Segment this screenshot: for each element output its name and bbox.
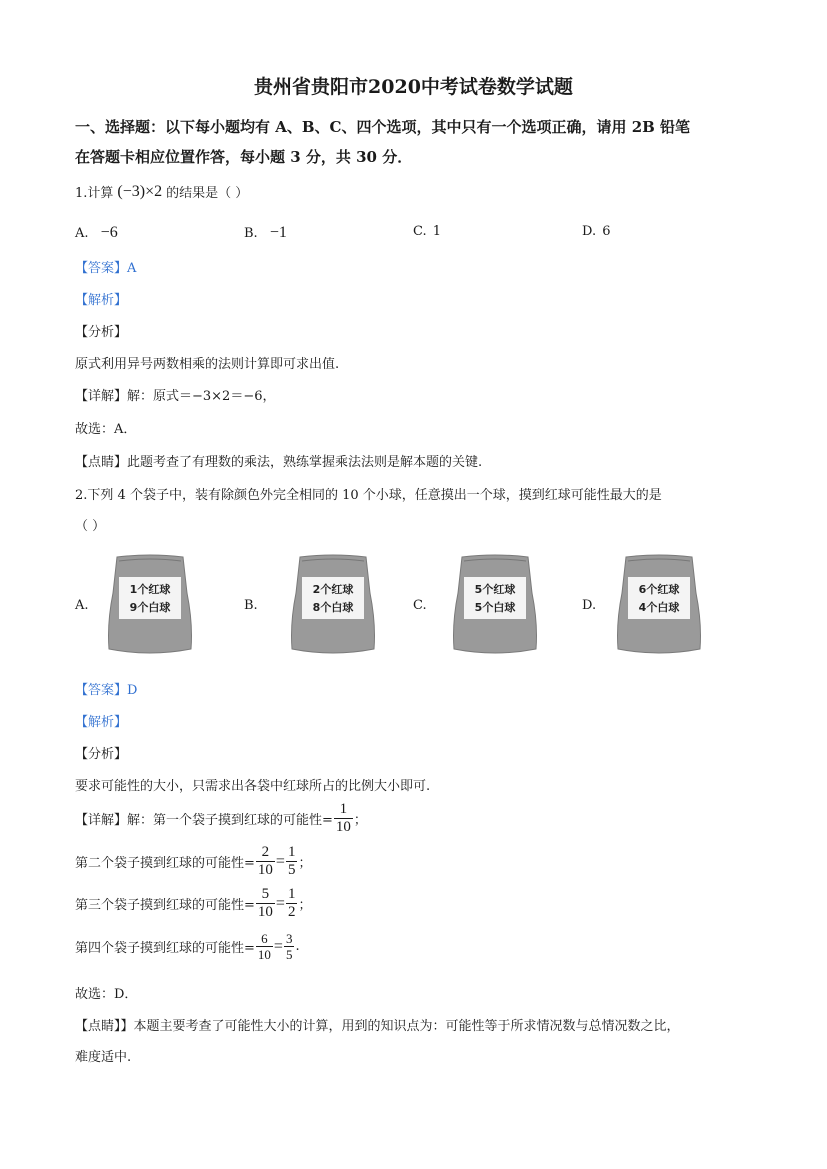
q2-detail-line3 [75, 886, 311, 921]
q2-stem-line2: （ ） [75, 519, 106, 534]
fraction-1-5 [286, 844, 298, 879]
q2-detail-line2-prefix: 第二个袋子摸到红球的可能性= [75, 856, 255, 871]
q2-stem-line1: 2.下列 4 个袋子中，装有除颜色外完全相同的 10 个小球，任意摸出一个球，摸到红球可能性最大的是 [75, 488, 662, 503]
q2-fenxi-text: 要求可能性的大小，只需求出各袋中红球所占的比例大小即可. [75, 779, 431, 794]
fraction-numerator: 1 [287, 886, 296, 902]
fraction-5-10 [256, 886, 275, 921]
q1-option-b [244, 224, 287, 242]
bag-b-label2: 8个白球 [312, 601, 354, 614]
q2-detail-line4-tail: . [295, 939, 300, 954]
q2-option-c-key: C. [413, 598, 427, 613]
fraction-numerator: 3 [285, 931, 293, 946]
q2-detail-line4-prefix: 第四个袋子摸到红球的可能性= [75, 941, 255, 956]
q2-detail-line1-tail: ； [353, 813, 367, 828]
page-title: 贵州省贵阳市2020中考试卷数学试题 [254, 76, 573, 98]
q1-stem-suffix: 的结果是（ ） [166, 186, 249, 201]
fraction-numerator: 6 [256, 931, 273, 947]
q2-detail-line2 [75, 844, 311, 879]
fraction-1-10 [334, 801, 353, 836]
q2-detail-prefix: 【详解】解：第一个袋子摸到红球的可能性= [75, 813, 333, 828]
fraction-numerator: 2 [256, 844, 275, 862]
bag-b-image [290, 553, 376, 657]
q2-choose: 故选：D． [75, 987, 138, 1002]
q1-stem [75, 182, 248, 201]
equals-sign: = [275, 894, 285, 912]
q1-choose: 故选：A． [75, 422, 137, 437]
section-heading-line1: 一、选择题：以下每小题均有 A、B、C、四个选项，其中只有一个选项正确，请用 2B 铅笔 [75, 118, 691, 136]
q1-jiexi-tag: 【解析】 [75, 293, 128, 308]
q2-jiexi-tag: 【解析】 [75, 715, 128, 730]
fraction-3-5 [284, 931, 295, 962]
equals-sign: = [275, 852, 285, 870]
bag-c-image [452, 553, 538, 657]
q1-stem-prefix: 1.计算 [75, 186, 114, 201]
bag-d-image [616, 553, 702, 657]
q1-option-d-value: 6 [602, 224, 611, 239]
q2-fenxi-tag: 【分析】 [75, 747, 128, 762]
q2-answer-tag: 【答案】D [75, 683, 138, 698]
q2-option-b-key: B. [244, 598, 258, 613]
bag-a-label2: 9个白球 [129, 601, 171, 614]
q1-option-a [75, 224, 118, 242]
q1-option-c [413, 224, 441, 239]
fraction-6-10 [256, 931, 273, 962]
q1-dianjing: 【点睛】此题考查了有理数的乘法，熟练掌握乘法法则是解本题的关键. [75, 455, 483, 470]
fraction-2-10 [256, 844, 275, 879]
bag-a-label1: 1个红球 [129, 583, 171, 596]
fraction-denominator: 10 [335, 819, 351, 835]
bag-b-label1: 2个红球 [312, 583, 354, 596]
fraction-denominator: 5 [287, 862, 296, 878]
q1-option-a-value: −6 [100, 224, 118, 241]
q1-stem-expression: (−3)×2 [117, 182, 163, 200]
q1-detail: 【详解】解：原式＝−3×2＝−6， [75, 389, 276, 404]
q1-option-b-key: B. [244, 226, 258, 241]
q1-option-b-value: −1 [269, 224, 287, 241]
bag-d-label2: 4个白球 [638, 601, 680, 614]
q2-detail-line4 [75, 931, 300, 962]
q1-option-c-value: 1 [432, 224, 442, 239]
q2-detail-line1 [75, 801, 367, 836]
q1-option-c-key: C. [413, 224, 427, 239]
q1-fenxi-tag: 【分析】 [75, 325, 128, 340]
q2-dianjing-line2: 难度适中. [75, 1050, 132, 1065]
fraction-denominator: 2 [287, 904, 296, 920]
q2-option-d-key: D. [582, 598, 597, 613]
q1-answer-tag: 【答案】A [75, 261, 137, 276]
q1-option-d-key: D. [582, 224, 597, 239]
q1-fenxi-text: 原式利用异号两数相乘的法则计算即可求出值. [75, 357, 340, 372]
q2-detail-line3-prefix: 第三个袋子摸到红球的可能性= [75, 898, 255, 913]
equals-sign: = [273, 937, 283, 955]
q1-option-a-key: A. [75, 226, 89, 241]
fraction-denominator: 10 [257, 904, 273, 920]
section-heading-line2: 在答题卡相应位置作答，每小题 3 分，共 30 分． [75, 148, 413, 166]
q2-detail-line3-tail: ； [298, 898, 312, 913]
bag-a-image [107, 553, 193, 657]
fraction-numerator: 1 [287, 844, 296, 860]
fraction-numerator: 5 [256, 886, 275, 904]
fraction-numerator: 1 [334, 801, 353, 819]
q2-detail-line2-tail: ； [298, 856, 312, 871]
q2-dianjing-line1: 【点睛】】本题主要考查了可能性大小的计算，用到的知识点为：可能性等于所求情况数与总情况数之比， [75, 1019, 680, 1034]
bag-c-label2: 5个白球 [474, 601, 516, 614]
fraction-denominator: 5 [285, 947, 293, 962]
bag-c-label1: 5个红球 [474, 583, 516, 596]
q2-option-a-key: A. [75, 598, 89, 613]
fraction-denominator: 10 [257, 947, 271, 962]
fraction-1-2 [286, 886, 298, 921]
q1-option-d [582, 224, 611, 239]
fraction-denominator: 10 [257, 862, 273, 878]
bag-d-label1: 6个红球 [638, 583, 680, 596]
